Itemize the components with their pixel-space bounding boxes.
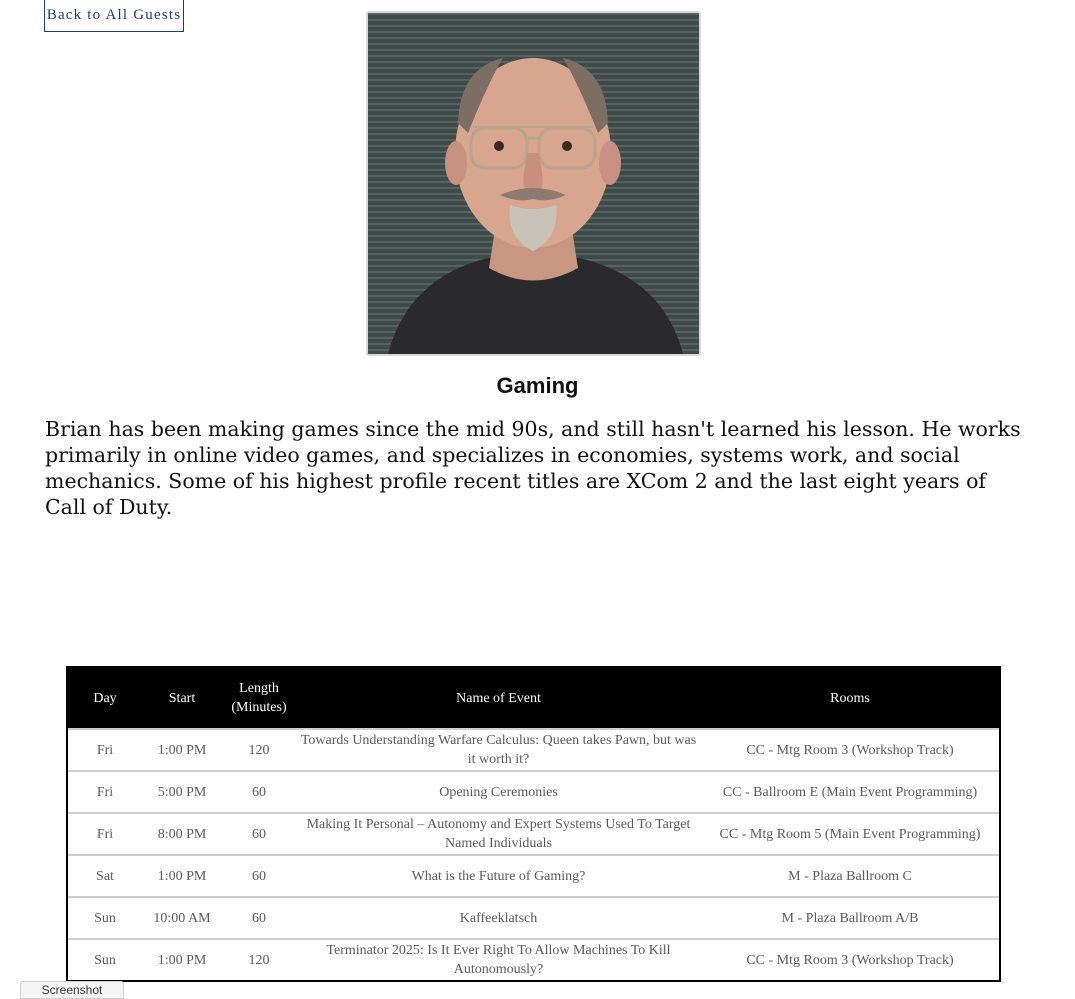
cell-day: Fri bbox=[68, 771, 142, 813]
cell-room: CC - Mtg Room 5 (Main Event Programming) bbox=[701, 813, 999, 855]
cell-length: 60 bbox=[222, 771, 296, 813]
schedule-table bbox=[66, 666, 1001, 982]
table-row bbox=[68, 813, 999, 855]
header-event-name: Name of Event bbox=[296, 668, 701, 729]
back-to-all-guests-button[interactable]: Back to All Guests bbox=[44, 0, 184, 32]
cell-start: 1:00 PM bbox=[142, 729, 222, 771]
cell-day: Sun bbox=[68, 897, 142, 939]
cell-event-name: Towards Understanding Warfare Calculus: Queen takes Pawn, but was it worth it? bbox=[296, 729, 701, 771]
cell-event-name: Opening Ceremonies bbox=[296, 771, 701, 813]
cell-event-name: Making It Personal – Autonomy and Expert Systems Used To Target Named Individuals bbox=[296, 813, 701, 855]
cell-start: 8:00 PM bbox=[142, 813, 222, 855]
cell-event-name: Terminator 2025: Is It Ever Right To Allow Machines To Kill Autonomously? bbox=[296, 939, 701, 980]
cell-length: 60 bbox=[222, 813, 296, 855]
cell-event-name: Kaffeeklatsch bbox=[296, 897, 701, 939]
cell-day: Fri bbox=[68, 729, 142, 771]
guest-bio: Brian has been making games since the mid 90s, and still hasn't learned his lesson. He works primarily in online video games, and specializes in economies, systems work, and social mechanics. Some of his highest profile recent titles are XCom 2 and the last eight years of Call of Duty. bbox=[45, 417, 1021, 519]
guest-photo bbox=[366, 11, 701, 356]
cell-start: 5:00 PM bbox=[142, 771, 222, 813]
header-length: Length (Minutes) bbox=[222, 668, 296, 729]
table-row bbox=[68, 771, 999, 813]
table-row bbox=[68, 855, 999, 897]
screenshot-tab[interactable]: Screenshot bbox=[20, 981, 124, 999]
cell-day: Sat bbox=[68, 855, 142, 897]
cell-length: 120 bbox=[222, 939, 296, 980]
cell-start: 1:00 PM bbox=[142, 855, 222, 897]
cell-length: 60 bbox=[222, 855, 296, 897]
header-rooms: Rooms bbox=[701, 668, 999, 729]
cell-room: CC - Mtg Room 3 (Workshop Track) bbox=[701, 729, 999, 771]
table-row bbox=[68, 729, 999, 771]
header-start: Start bbox=[142, 668, 222, 729]
cell-length: 120 bbox=[222, 729, 296, 771]
cell-day: Sun bbox=[68, 939, 142, 980]
cell-day: Fri bbox=[68, 813, 142, 855]
cell-room: M - Plaza Ballroom A/B bbox=[701, 897, 999, 939]
cell-start: 1:00 PM bbox=[142, 939, 222, 980]
guest-category: Gaming bbox=[496, 373, 579, 398]
table-row bbox=[68, 939, 999, 980]
cell-length: 60 bbox=[222, 897, 296, 939]
cell-room: CC - Mtg Room 3 (Workshop Track) bbox=[701, 939, 999, 980]
cell-start: 10:00 AM bbox=[142, 897, 222, 939]
cell-room: M - Plaza Ballroom C bbox=[701, 855, 999, 897]
header-day: Day bbox=[68, 668, 142, 729]
cell-room: CC - Ballroom E (Main Event Programming) bbox=[701, 771, 999, 813]
table-header-row bbox=[68, 668, 999, 729]
cell-event-name: What is the Future of Gaming? bbox=[296, 855, 701, 897]
table-row bbox=[68, 897, 999, 939]
